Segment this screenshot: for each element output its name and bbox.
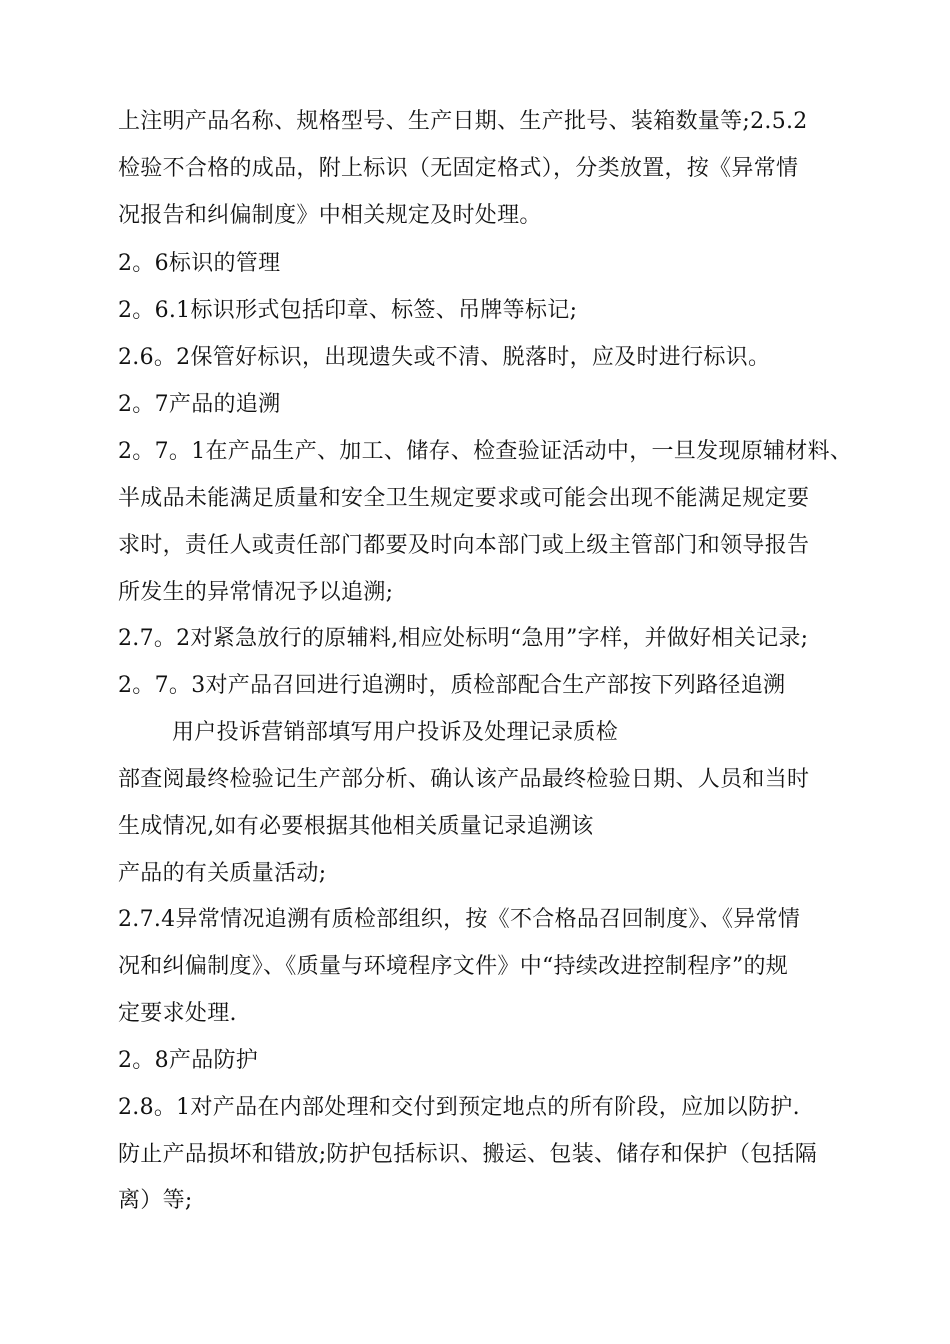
section-heading-2-8: 2。8产品防护: [118, 1048, 259, 1073]
text-line-2: 检验不合格的成品，附上标识（无固定格式），分类放置，按《异常情: [118, 156, 799, 181]
text-line-10: 求时，责任人或责任部门都要及时向本部门或上级主管部门和领导报告: [118, 533, 810, 558]
text-line-19: 况和纠偏制度》、《质量与环境程序文件》中“持续改进控制程序”的规: [118, 954, 789, 979]
text-line-8: 2。7。1在产品生产、加工、储存、检查验证活动中，一旦发现原辅材料、: [118, 439, 853, 464]
text-line-24: 离）等;: [118, 1188, 193, 1213]
text-line-1: 上注明产品名称、规格型号、生产日期、生产批号、装箱数量等;2.5.2: [118, 109, 808, 134]
text-line-3: 况报告和纠偏制度》中相关规定及时处理。: [118, 203, 542, 228]
text-line-5: 2。6.1标识形式包括印章、标签、吊牌等标记;: [118, 298, 578, 323]
section-heading-2-7: 2。7产品的追溯: [118, 392, 281, 417]
section-heading-2-6: 2。6标识的管理: [118, 251, 281, 276]
text-line-16: 生成情况,如有必要根据其他相关质量记录追溯该: [118, 814, 594, 839]
text-line-11: 所发生的异常情况予以追溯;: [118, 580, 394, 605]
text-line-14: 用户投诉营销部填写用户投诉及处理记录质检: [172, 720, 619, 745]
text-line-13: 2。7。3对产品召回进行追溯时，质检部配合生产部按下列路径追溯: [118, 673, 786, 698]
text-line-23: 防止产品损坏和错放;防护包括标识、搬运、包装、储存和保护（包括隔: [118, 1142, 818, 1167]
text-line-12: 2.7。2对紧急放行的原辅料,相应处标明“急用”字样，并做好相关记录;: [118, 626, 809, 651]
text-line-20: 定要求处理.: [118, 1001, 237, 1026]
text-line-22: 2.8。1对产品在内部处理和交付到预定地点的所有阶段，应加以防护.: [118, 1095, 800, 1120]
text-line-6: 2.6。2保管好标识，出现遗失或不清、脱落时，应及时进行标识。: [118, 345, 771, 370]
text-line-18: 2.7.4异常情况追溯有质检部组织，按《不合格品召回制度》、《异常情: [118, 907, 801, 932]
text-line-15: 部查阅最终检验记生产部分析、确认该产品最终检验日期、人员和当时: [118, 767, 810, 792]
text-line-17: 产品的有关质量活动;: [118, 861, 327, 886]
text-line-9: 半成品未能满足质量和安全卫生规定要求或可能会出现不能满足规定要: [118, 486, 810, 511]
